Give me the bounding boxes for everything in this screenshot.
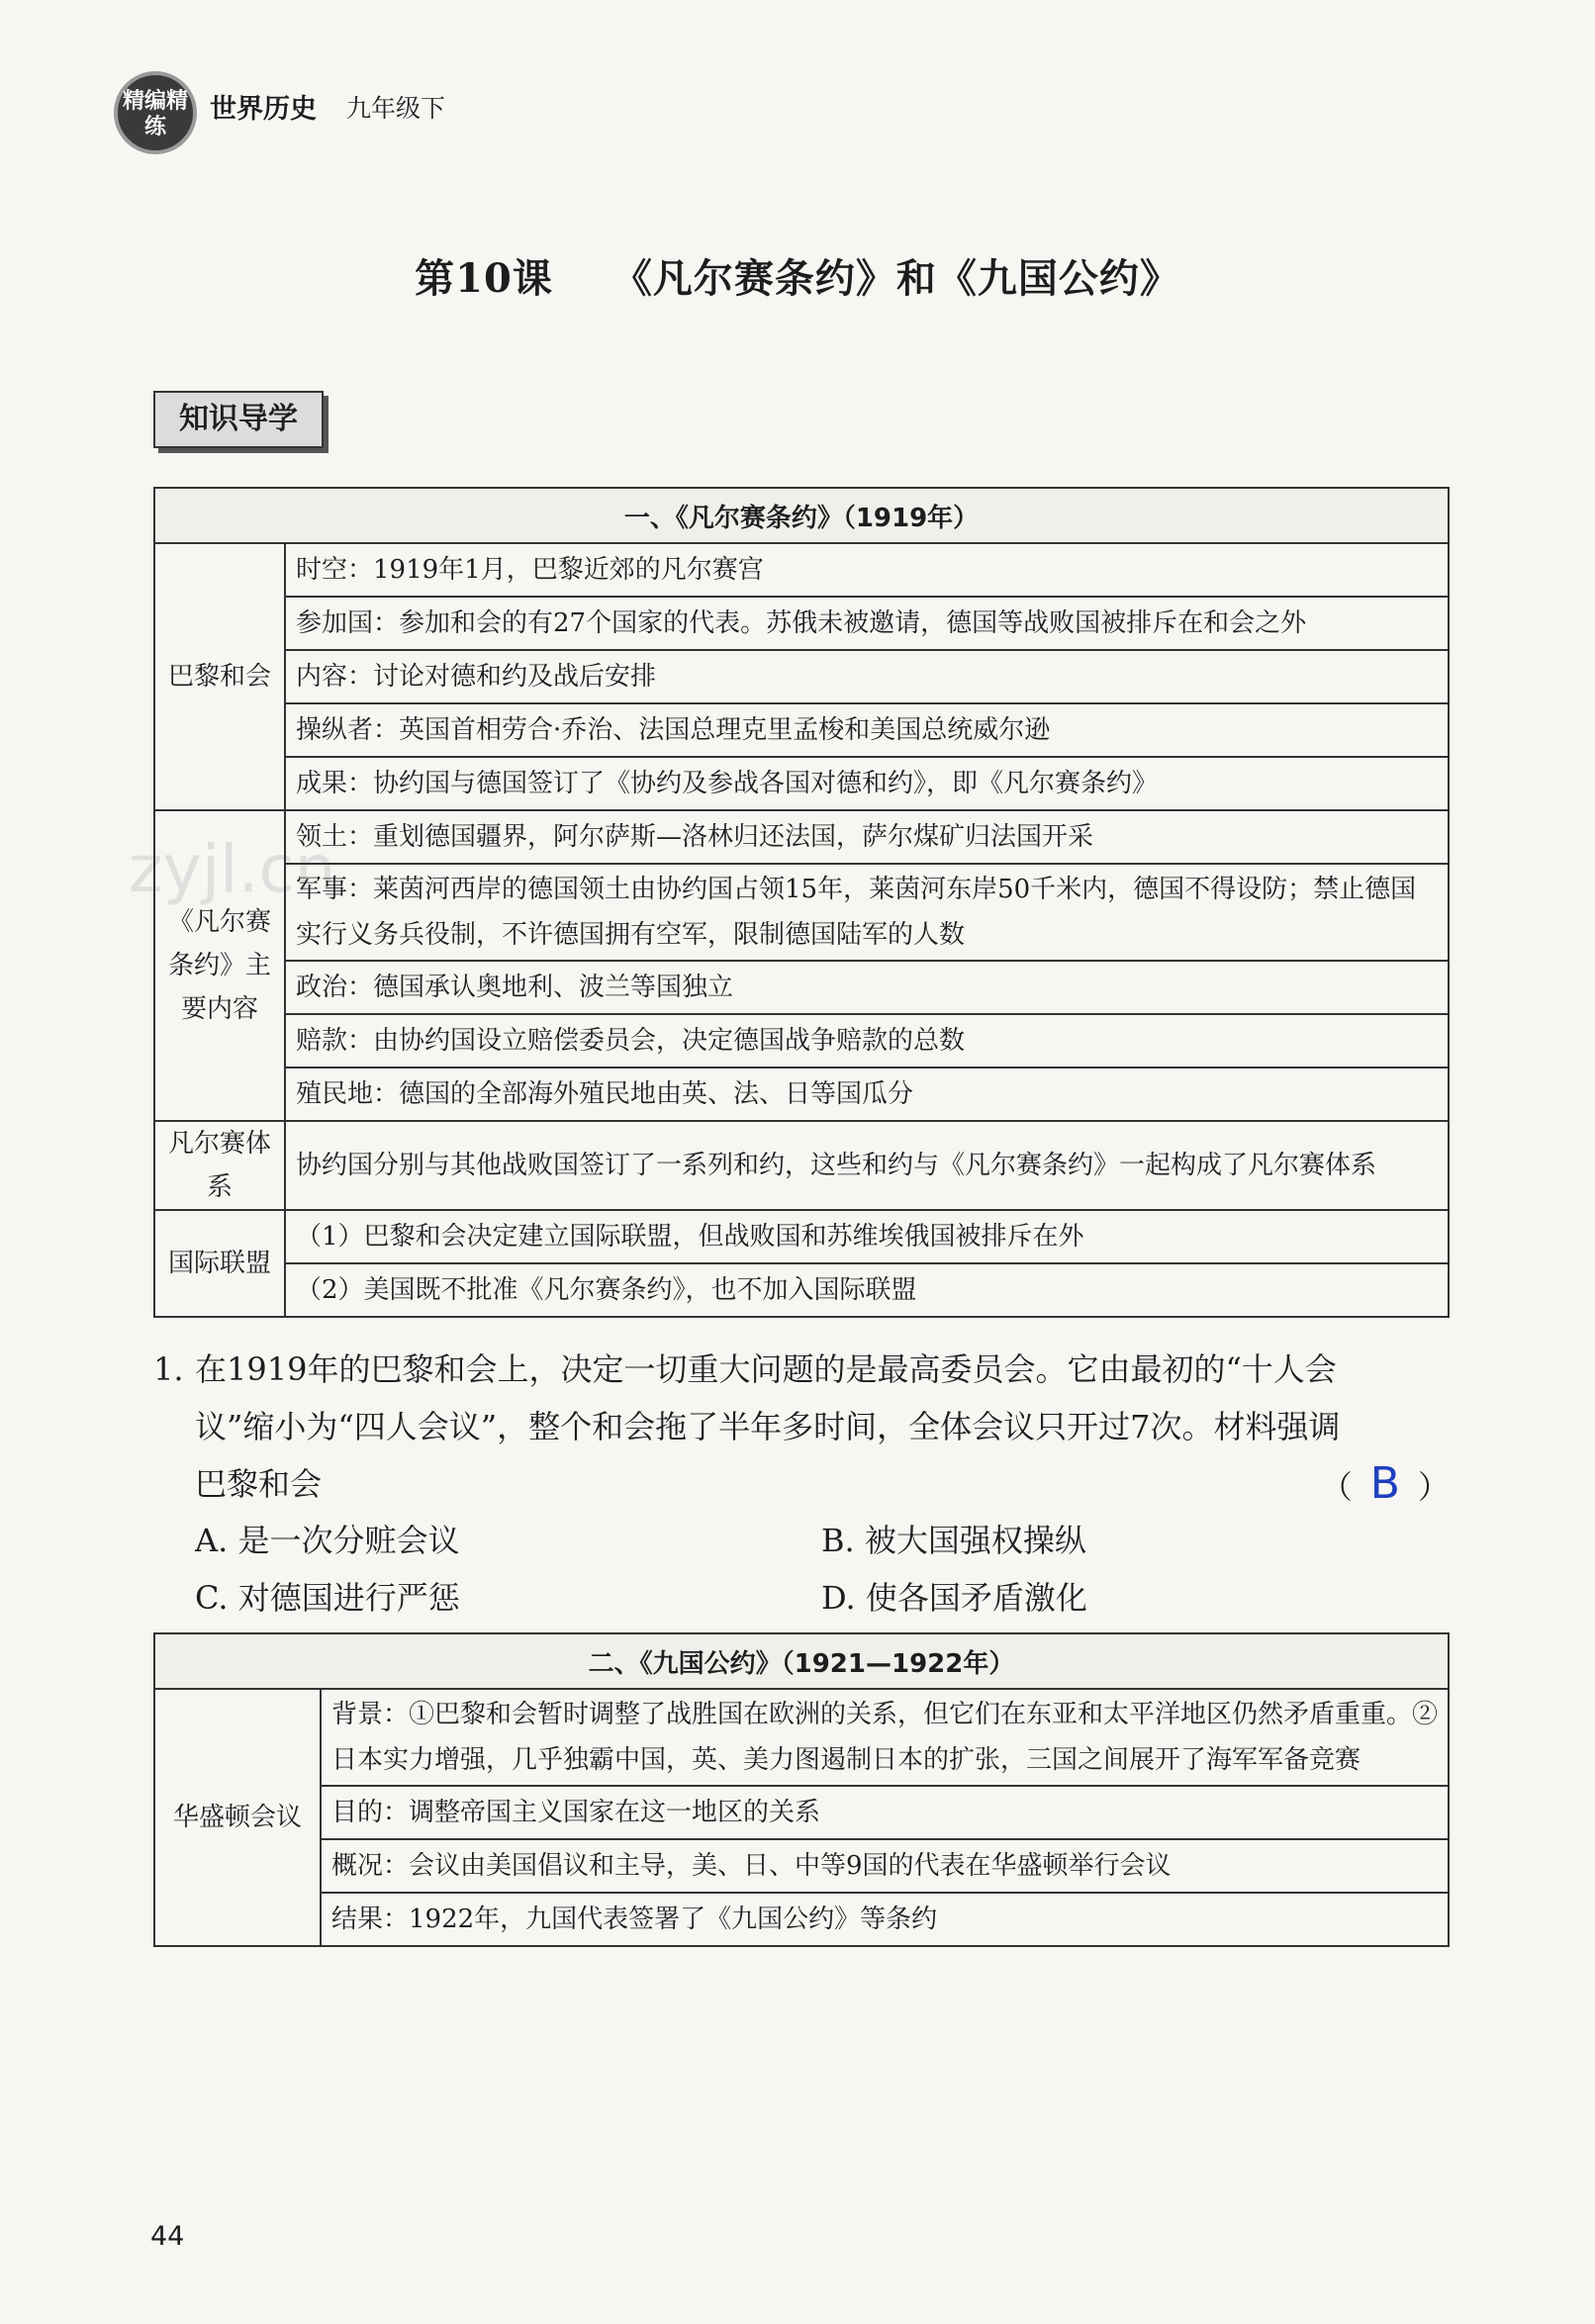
category-cell: 巴黎和会 [154, 543, 285, 810]
content-cell: 协约国分别与其他战败国签订了一系列和约，这些和约与《凡尔赛条约》一起构成了凡尔赛体系 [285, 1121, 1449, 1210]
table-row [154, 650, 1449, 703]
content-cell: 内容：讨论对德和约及战后安排 [285, 650, 1449, 703]
content-cell: 概况：会议由美国倡议和主导，美、日、中等9国的代表在华盛顿举行会议 [321, 1839, 1449, 1893]
content-cell: （1）巴黎和会决定建立国际联盟，但战败国和苏维埃俄国被排斥在外 [285, 1210, 1449, 1263]
question-stem-line: 巴黎和会 [195, 1465, 323, 1503]
category-cell: 《凡尔赛条约》主要内容 [154, 810, 285, 1121]
answer-letter: B [1369, 1458, 1400, 1509]
table-row [154, 1121, 1449, 1210]
table-heading: 一、《凡尔赛条约》（1919年） [154, 488, 1449, 543]
content-cell: 时空：1919年1月，巴黎近郊的凡尔赛宫 [285, 543, 1449, 597]
table-row [154, 1014, 1449, 1068]
content-cell: 政治：德国承认奥地利、波兰等国独立 [285, 961, 1449, 1014]
table-row [154, 703, 1449, 757]
table-row [154, 1263, 1449, 1317]
lesson-name: 《凡尔赛条约》和《九国公约》 [611, 255, 1180, 302]
question-stem-line: 在1919年的巴黎和会上，决定一切重大问题的是最高委员会。它由最初的“十人会 [195, 1350, 1337, 1388]
category-cell: 凡尔赛体系 [154, 1121, 285, 1210]
table-row [154, 864, 1449, 961]
option-a: A. 是一次分赃会议 [195, 1522, 460, 1559]
content-cell: 赔款：由协约国设立赔偿委员会，决定德国战争赔款的总数 [285, 1014, 1449, 1068]
content-cell: 殖民地：德国的全部海外殖民地由英、法、日等国瓜分 [285, 1068, 1449, 1121]
versailles-table [153, 487, 1450, 1318]
table-heading-row [154, 1633, 1449, 1689]
category-cell: 国际联盟 [154, 1210, 285, 1317]
content-cell: 领土：重划德国疆界，阿尔萨斯—洛林归还法国，萨尔煤矿归法国开采 [285, 810, 1449, 864]
table-row [154, 1786, 1449, 1839]
lesson-title [0, 247, 1595, 304]
table-row [154, 1210, 1449, 1263]
option-d: D. 使各国矛盾激化 [821, 1579, 1087, 1617]
option-c: C. 对德国进行严惩 [195, 1579, 460, 1617]
content-cell: 参加国：参加和会的有27个国家的代表。苏俄未被邀请，德国等战败国被排斥在和会之外 [285, 597, 1449, 650]
content-cell: 成果：协约国与德国签订了《协约及参战各国对德和约》，即《凡尔赛条约》 [285, 757, 1449, 810]
content-cell: 背景：①巴黎和会暂时调整了战胜国在欧洲的关系，但它们在东亚和太平洋地区仍然矛盾重重。②日本实力增强，几乎独霸中国，英、美力图遏制日本的扩张，三国之间展开了海军军备竞赛 [321, 1689, 1449, 1786]
table-row [154, 1839, 1449, 1893]
content-cell: （2）美国既不批准《凡尔赛条约》，也不加入国际联盟 [285, 1263, 1449, 1317]
publisher-logo: 精编精练 [114, 71, 197, 154]
option-b: B. 被大国强权操纵 [821, 1522, 1086, 1559]
table-row [154, 597, 1449, 650]
question-stem-line: 议”缩小为“四人会议”，整个和会拖了半年多时间，全体会议只开过7次。材料强调 [195, 1408, 1341, 1445]
bracket-open: （ [1320, 1468, 1353, 1506]
section-badge: 知识导学 [153, 391, 324, 448]
nine-power-table [153, 1632, 1450, 1947]
watermark: zyjl.cn [129, 831, 336, 907]
book-title: 世界历史 [210, 94, 317, 125]
content-cell: 操纵者：英国首相劳合·乔治、法国总理克里孟梭和美国总统威尔逊 [285, 703, 1449, 757]
table-row [154, 757, 1449, 810]
book-grade: 九年级下 [346, 94, 446, 123]
table-heading-row [154, 488, 1449, 543]
content-cell: 结果：1922年，九国代表签署了《九国公约》等条约 [321, 1893, 1449, 1946]
question-1 [153, 1341, 1450, 1513]
table-row [154, 1068, 1449, 1121]
table-row [154, 1689, 1449, 1786]
table-heading: 二、《九国公约》（1921—1922年） [154, 1633, 1449, 1689]
table-row [154, 810, 1449, 864]
bracket-close: ） [1417, 1468, 1450, 1506]
page-number: 44 [150, 2221, 185, 2252]
content-cell: 目的：调整帝国主义国家在这一地区的关系 [321, 1786, 1449, 1839]
lesson-number: 第10课 [415, 255, 553, 302]
content-cell: 军事：莱茵河西岸的德国领土由协约国占领15年，莱茵河东岸50千米内，德国不得设防；禁止德国实行义务兵役制，不许德国拥有空军，限制德国陆军的人数 [285, 864, 1449, 961]
category-cell: 华盛顿会议 [154, 1689, 321, 1946]
table-row [154, 961, 1449, 1014]
table-row [154, 543, 1449, 597]
table-row [154, 1893, 1449, 1946]
answer-bracket [1321, 1455, 1450, 1516]
question-number: 1. [153, 1350, 184, 1388]
